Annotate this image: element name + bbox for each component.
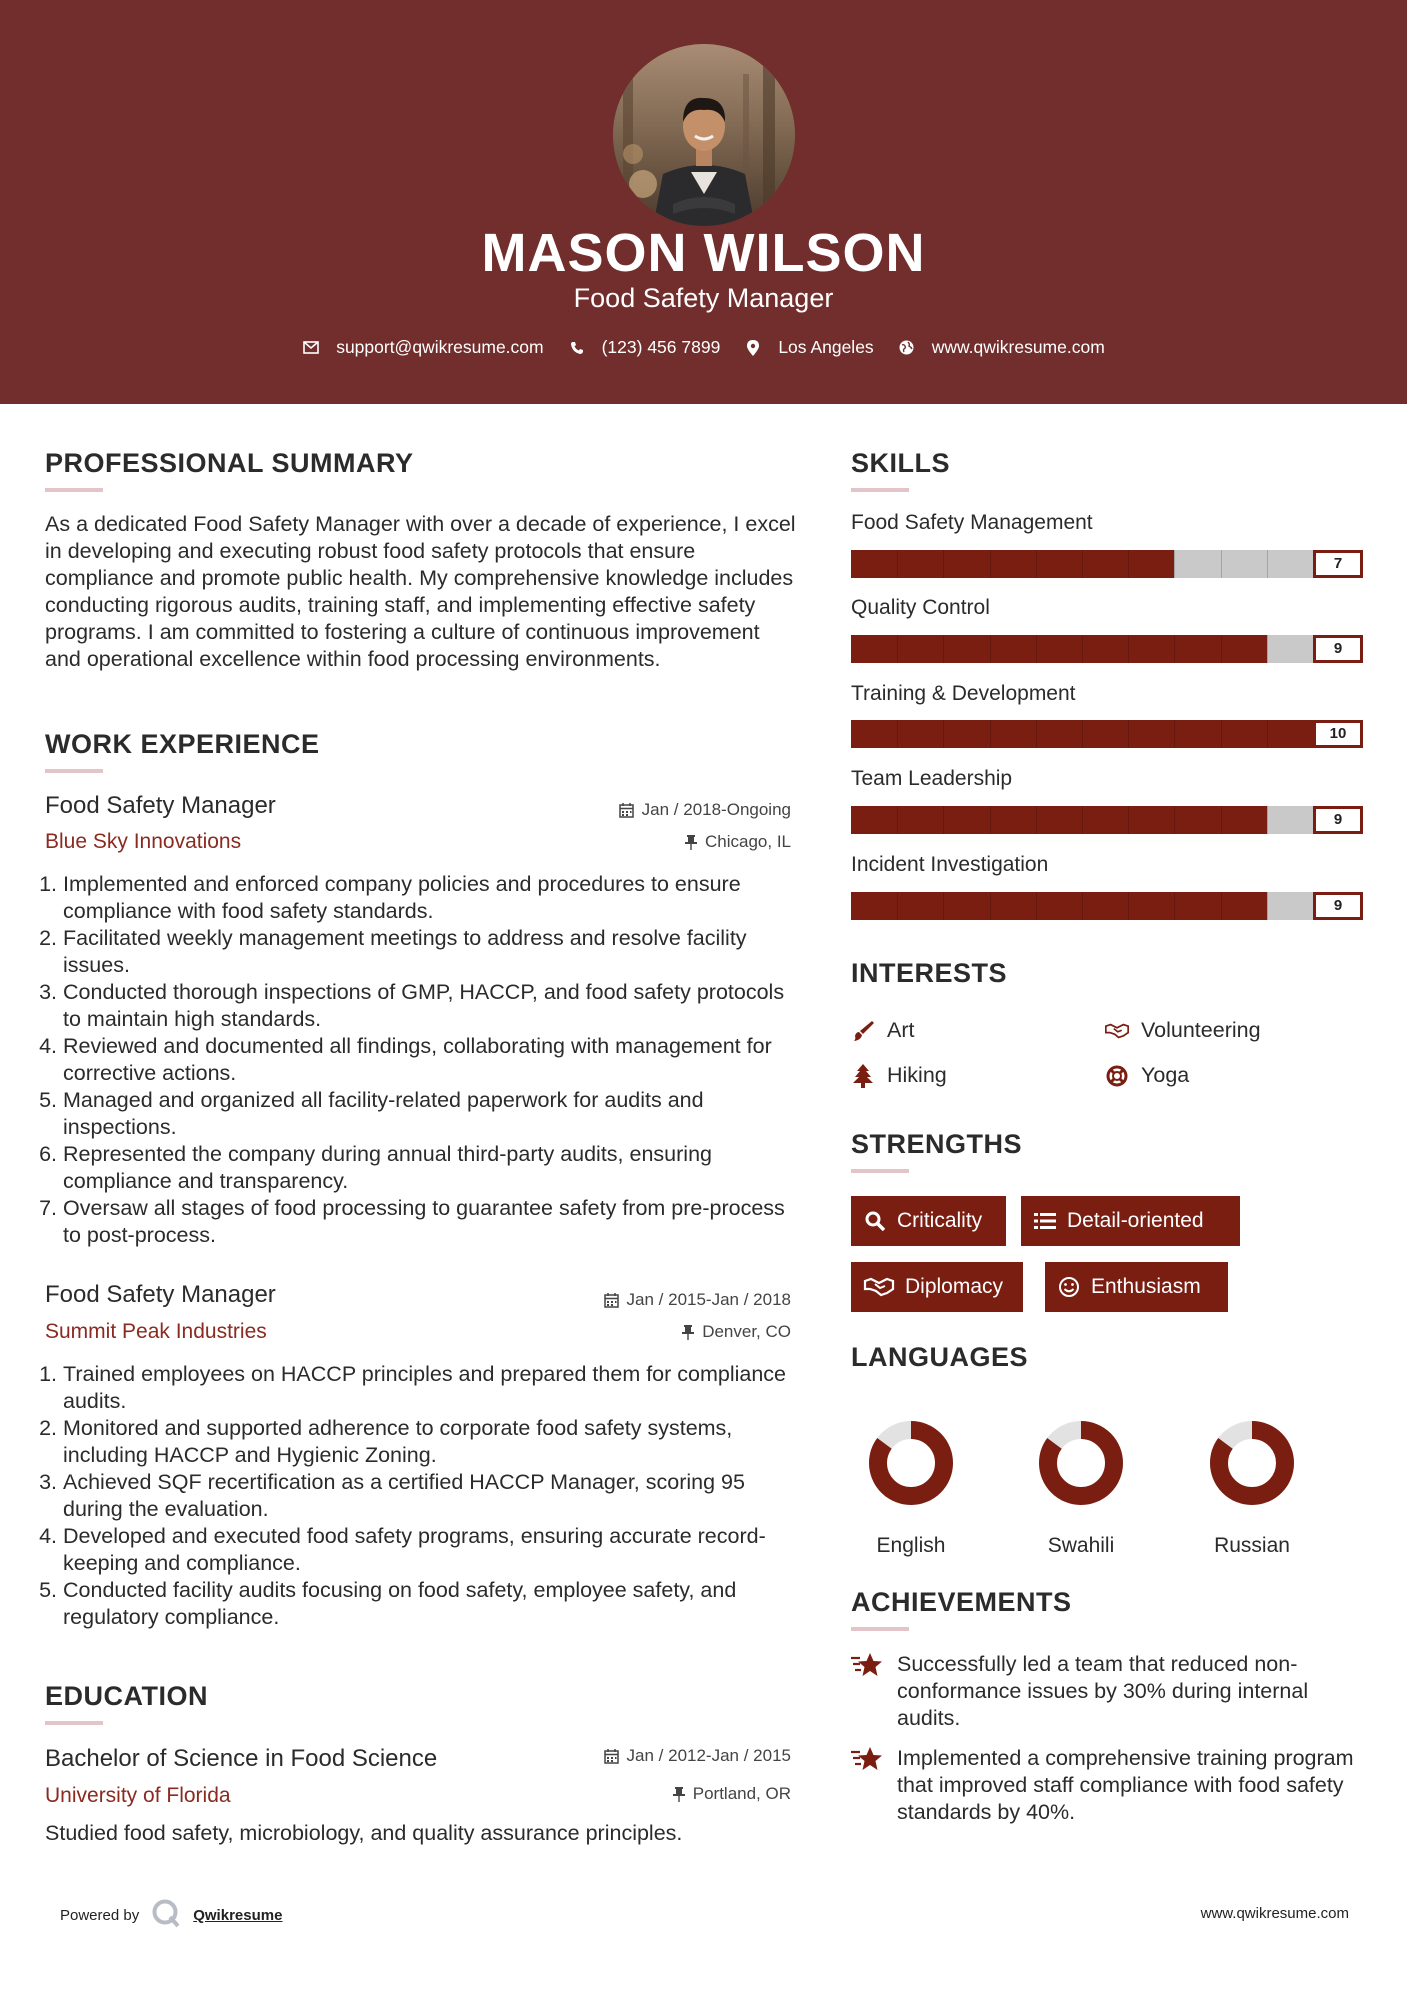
- strength-chip: [851, 1262, 1023, 1312]
- language-donut: [866, 1418, 956, 1508]
- map-pin-icon: [744, 339, 762, 357]
- skill-name: Food Safety Management: [851, 511, 1093, 534]
- skill-bar-segment: [1036, 720, 1037, 748]
- achievements-heading: ACHIEVEMENTS: [851, 1587, 1072, 1617]
- education-dates: [604, 1746, 791, 1766]
- language-item: [836, 1418, 986, 1558]
- school-name: University of Florida: [45, 1784, 231, 1807]
- company-name: Summit Peak Industries: [45, 1320, 267, 1343]
- list-item: 7. Oversaw all stages of food processing to guarantee safety from pre-process to post-process.: [63, 1195, 805, 1249]
- contact-email[interactable]: [302, 337, 543, 358]
- language-item: [1006, 1418, 1156, 1558]
- strength-label: Diplomacy: [905, 1275, 1004, 1298]
- skill-bar-segment: [1036, 892, 1037, 920]
- smile-icon: [1057, 1275, 1081, 1299]
- work-heading: WORK EXPERIENCE: [45, 729, 320, 759]
- skill-bar-segment: [1036, 550, 1037, 578]
- profile-photo: [613, 44, 795, 226]
- skill-bar-segment: [1128, 550, 1129, 578]
- skill-bar-segment: [1128, 720, 1129, 748]
- search-icon: [863, 1209, 887, 1233]
- skill-bar-segment: [990, 550, 991, 578]
- skill-bar-segment: [1174, 720, 1175, 748]
- summary-rule: [45, 488, 103, 492]
- languages-heading: LANGUAGES: [851, 1342, 1029, 1372]
- interests-heading: INTERESTS: [851, 958, 1008, 988]
- footer-website[interactable]: www.qwikresume.com: [1200, 1905, 1349, 1922]
- star-icon: [851, 1651, 883, 1681]
- achievements-rule: [851, 1627, 909, 1631]
- achievement-item: [851, 1651, 1371, 1732]
- list-item: 4. Reviewed and documented all findings, collaborating with management for corrective actions.: [63, 1033, 805, 1087]
- skill-bar-segment: [1082, 806, 1083, 834]
- skill-bar-segment: [1221, 806, 1222, 834]
- achievement-text: Successfully led a team that reduced non-conformance issues by 30% during internal audits.: [897, 1652, 1309, 1730]
- skill-bar-segment: [990, 892, 991, 920]
- paintbrush-icon: [851, 1019, 875, 1043]
- skill-bar-segment: [897, 720, 898, 748]
- interest-label: Art: [887, 1018, 915, 1042]
- skills-heading: SKILLS: [851, 448, 951, 478]
- interest-item: [1105, 1063, 1189, 1088]
- skill-level: 7: [1313, 550, 1363, 578]
- skill-bar-segment: [897, 550, 898, 578]
- strengths-rule: [851, 1169, 909, 1173]
- list-item: 6. Represented the company during annual third-party audits, ensuring compliance and transparency.: [63, 1141, 805, 1195]
- skill-bar-segment: [1174, 550, 1175, 578]
- skill-bar-segment: [1036, 635, 1037, 663]
- handshake-icon: [1105, 1019, 1129, 1043]
- list-item: 5. Managed and organized all facility-related paperwork for audits and inspections.: [63, 1087, 805, 1141]
- skill-bar-segment: [897, 892, 898, 920]
- skill-name: Training & Development: [851, 682, 1076, 705]
- strength-chip: [1045, 1262, 1228, 1312]
- contact-website-text: www.qwikresume.com: [931, 337, 1105, 357]
- skill-bar-segment: [1267, 720, 1268, 748]
- job-dates: [604, 1290, 791, 1310]
- skill-bar-segment: [1221, 550, 1222, 578]
- list-item: 5. Conducted facility audits focusing on food safety, employee safety, and regulatory compliance.: [63, 1577, 805, 1631]
- list-item: 4. Developed and executed food safety programs, ensuring accurate record-keeping and compliance.: [63, 1523, 805, 1577]
- skill-bar-segment: [943, 550, 944, 578]
- skills-rule: [851, 488, 909, 492]
- skill-name: Quality Control: [851, 596, 990, 619]
- skill-bar: [851, 720, 1313, 748]
- skill-bar-segment: [1082, 892, 1083, 920]
- job-bullets: [45, 1361, 805, 1631]
- pushpin-icon: [685, 835, 697, 850]
- calendar-icon: [604, 1293, 619, 1308]
- job-dates-text: Jan / 2015-Jan / 2018: [626, 1290, 791, 1309]
- interest-label: Yoga: [1141, 1063, 1190, 1087]
- skill-bar-fill: [851, 892, 1267, 920]
- candidate-title: Food Safety Manager: [573, 283, 834, 313]
- interest-label: Hiking: [887, 1063, 947, 1087]
- list-item: 3. Achieved SQF recertification as a certified HACCP Manager, scoring 95 during the evaluation.: [63, 1469, 805, 1523]
- interest-item: [1105, 1018, 1261, 1043]
- contact-bar: [0, 337, 1407, 358]
- job-location: [685, 832, 791, 852]
- interest-item: [851, 1018, 914, 1043]
- contact-email-text: support@qwikresume.com: [336, 337, 544, 357]
- education-location-text: Portland, OR: [692, 1784, 791, 1803]
- skill-bar-segment: [1267, 550, 1268, 578]
- language-name: Swahili: [1047, 1534, 1115, 1557]
- contact-phone[interactable]: [568, 337, 721, 358]
- language-name: English: [876, 1534, 946, 1557]
- list-icon: [1033, 1209, 1057, 1233]
- job-dates: [619, 800, 791, 820]
- skill-bar: [851, 550, 1313, 578]
- list-item: 2. Monitored and supported adherence to corporate food safety systems, including HACCP and Hygienic Zoning.: [63, 1415, 805, 1469]
- strength-label: Detail-oriented: [1067, 1209, 1204, 1232]
- job-title: Food Safety Manager: [45, 1281, 276, 1308]
- contact-phone-text: (123) 456 7899: [601, 337, 721, 357]
- skill-bar-segment: [990, 635, 991, 663]
- lifebuoy-icon: [1105, 1064, 1129, 1088]
- education-rule: [45, 1721, 103, 1725]
- skill-bar-fill: [851, 635, 1267, 663]
- strength-label: Criticality: [897, 1209, 983, 1232]
- company-name: Blue Sky Innovations: [45, 830, 242, 853]
- strength-chip: [851, 1196, 1006, 1246]
- skill-bar-segment: [1128, 635, 1129, 663]
- powered-by-text: Powered by: [60, 1906, 140, 1924]
- handshake-icon: [863, 1275, 895, 1299]
- strength-chip: [1021, 1196, 1240, 1246]
- list-item: 2. Facilitated weekly management meetings to address and resolve facility issues.: [63, 925, 805, 979]
- candidate-name: MASON WILSON: [481, 223, 926, 283]
- language-name: Russian: [1214, 1534, 1290, 1557]
- skill-bar-segment: [943, 720, 944, 748]
- language-donut: [1036, 1418, 1126, 1508]
- tree-icon: [851, 1064, 875, 1088]
- skill-bar-segment: [1221, 720, 1222, 748]
- strengths-heading: STRENGTHS: [851, 1129, 1023, 1159]
- language-donut: [1207, 1418, 1297, 1508]
- contact-location-text: Los Angeles: [778, 337, 874, 357]
- contact-website[interactable]: [898, 337, 1105, 358]
- footer-powered-by: [60, 1898, 282, 1932]
- skill-bar: [851, 892, 1313, 920]
- education-heading: EDUCATION: [45, 1681, 208, 1711]
- list-item: 1. Trained employees on HACCP principles and prepared them for compliance audits.: [63, 1361, 805, 1415]
- skill-bar-fill: [851, 806, 1267, 834]
- job-bullets: [45, 871, 805, 1249]
- achievement-text: Implemented a comprehensive training program that improved staff compliance with food safety standards by 40%.: [897, 1746, 1354, 1824]
- skill-name: Team Leadership: [851, 767, 1013, 790]
- skill-bar-segment: [1174, 892, 1175, 920]
- degree-title: Bachelor of Science in Food Science: [45, 1745, 438, 1772]
- interest-item: [851, 1063, 947, 1088]
- globe-icon: [898, 339, 916, 357]
- skill-bar-segment: [1082, 550, 1083, 578]
- job-title: Food Safety Manager: [45, 792, 276, 819]
- skill-name: Incident Investigation: [851, 853, 1049, 876]
- skill-bar-segment: [1267, 806, 1268, 834]
- skill-level: 9: [1313, 892, 1363, 920]
- contact-location: [744, 337, 873, 358]
- pushpin-icon: [673, 1787, 685, 1802]
- resume-header: [0, 0, 1407, 404]
- skill-bar-segment: [897, 635, 898, 663]
- job-location-text: Denver, CO: [702, 1322, 791, 1341]
- skill-bar-segment: [1128, 806, 1129, 834]
- skill-bar-segment: [1174, 635, 1175, 663]
- education-location: [673, 1784, 791, 1804]
- education-dates-text: Jan / 2012-Jan / 2015: [626, 1746, 791, 1765]
- skill-bar-segment: [1128, 892, 1129, 920]
- skill-bar-segment: [943, 892, 944, 920]
- summary-heading: PROFESSIONAL SUMMARY: [45, 448, 414, 478]
- envelope-icon: [302, 339, 320, 357]
- qwikresume-link[interactable]: Qwikresume: [193, 1906, 283, 1924]
- list-item: 3. Conducted thorough inspections of GMP, HACCP, and food safety protocols to maintain high standards.: [63, 979, 805, 1033]
- skill-bar-segment: [1267, 892, 1268, 920]
- education-description: Studied food safety, microbiology, and quality assurance principles.: [45, 1821, 683, 1845]
- skill-level: 10: [1313, 720, 1363, 748]
- skill-bar-segment: [1082, 635, 1083, 663]
- skill-bar-segment: [897, 806, 898, 834]
- skill-bar-segment: [943, 806, 944, 834]
- list-item: 1. Implemented and enforced company policies and procedures to ensure compliance with food safety standards.: [63, 871, 805, 925]
- skill-bar-segment: [1221, 892, 1222, 920]
- job-dates-text: Jan / 2018-Ongoing: [641, 800, 791, 819]
- phone-icon: [568, 339, 586, 357]
- strength-label: Enthusiasm: [1091, 1275, 1201, 1298]
- language-item: [1177, 1418, 1327, 1558]
- calendar-icon: [619, 803, 634, 818]
- interest-label: Volunteering: [1141, 1018, 1261, 1042]
- skill-level: 9: [1313, 635, 1363, 663]
- skill-bar-segment: [1082, 720, 1083, 748]
- qwikresume-logo-icon: [151, 1898, 181, 1932]
- skill-bar: [851, 635, 1313, 663]
- skill-bar-fill: [851, 550, 1174, 578]
- achievement-item: [851, 1745, 1371, 1826]
- skill-bar-segment: [990, 806, 991, 834]
- job-location: [682, 1322, 791, 1342]
- skill-bar-segment: [990, 720, 991, 748]
- skill-level: 9: [1313, 806, 1363, 834]
- calendar-icon: [604, 1749, 619, 1764]
- pushpin-icon: [682, 1325, 694, 1340]
- skill-bar-segment: [1267, 635, 1268, 663]
- skill-bar-segment: [1036, 806, 1037, 834]
- skill-bar-segment: [1174, 806, 1175, 834]
- job-location-text: Chicago, IL: [705, 832, 791, 851]
- work-rule: [45, 769, 103, 773]
- skill-bar: [851, 806, 1313, 834]
- summary-text: As a dedicated Food Safety Manager with over a decade of experience, I excel in developing and executing robust food safety protocols that ensure compliance and promote public health. My comprehensive knowledge includes conducting rigorous audits, training staff, and implementing effective safety programs. I am committed to fostering a culture of continuous improvement and operational excellence within food processing environments.: [45, 512, 796, 671]
- star-icon: [851, 1745, 883, 1775]
- skill-bar-segment: [1221, 635, 1222, 663]
- skill-bar-segment: [943, 635, 944, 663]
